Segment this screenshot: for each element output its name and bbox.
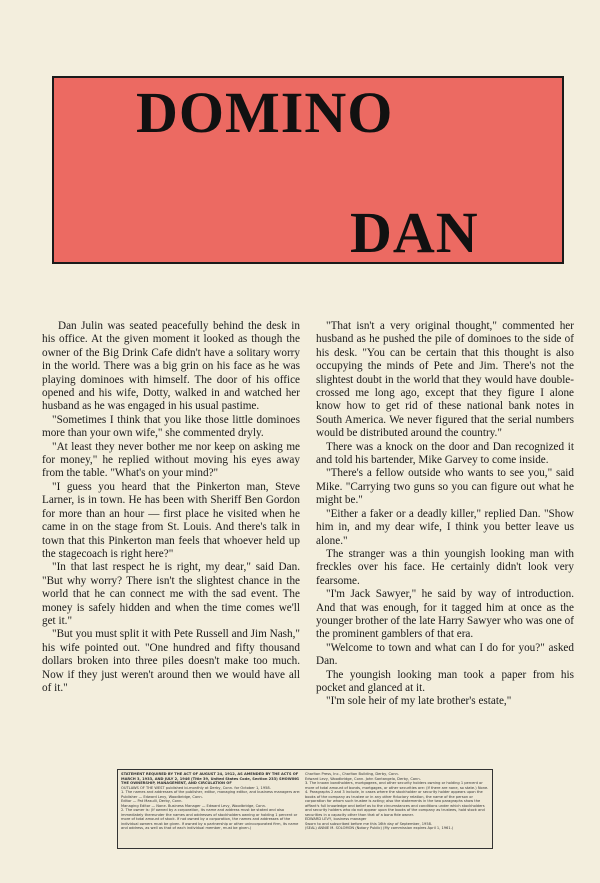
- statement-line: Managing Editor — None. Business Manager — Edward Levy, Woodbridge, Conn.: [121, 803, 267, 808]
- story-paragraph: "Either a faker or a deadly killer," replied Dan. "Show him in, and my dear wife, I think you better leave us alone.": [316, 507, 574, 547]
- ownership-statement-box: [117, 769, 493, 849]
- statement-line: (SEAL) ANNIE M. SOLOMON (Notary Public) (My commission expires April 1, 1961.): [305, 826, 454, 830]
- statement-line: Publisher — Edward Levy, Woodbridge, Conn.: [121, 794, 203, 799]
- story-paragraph: The youngish looking man took a paper from his pocket and glanced at it.: [316, 668, 574, 694]
- statement-line: 2. The owner is: (If owned by a corporation, its name and address must be stated and also immediately thereunder the names and addresses of stockholders owning or holding 1 percent or more of total amount of stock. If not owned by a corporation, the names and addresses of the individual owners must be given. If owned by a partnership or other unincorporated firm, its name and address, as well as that of each individual member, must be given.): [121, 808, 299, 830]
- title-banner: [52, 76, 564, 264]
- statement-line: Charlton Press, Inc., Charlton Building, Derby, Conn.: [305, 772, 399, 776]
- story-paragraph: The stranger was a thin youngish looking man with freckles over his face. He certainly didn't look very fearsome.: [316, 547, 574, 587]
- title-word-dan: DAN: [350, 200, 479, 265]
- story-paragraph: "There's a fellow outside who wants to see you," said Mike. "Carrying two guns so you can figure out what he might be.": [316, 467, 574, 507]
- statement-line: Editor — Pat Masulli, Derby, Conn.: [121, 799, 183, 803]
- story-paragraph: "Welcome to town and what can I do for you?" asked Dan.: [316, 641, 574, 668]
- story-paragraph: "I'm Jack Sawyer," he said by way of introduction. And that was enough, for it tagged him at once as the younger brother of the late Harry Sawyer who was one of the prominent gamblers of that era.: [316, 588, 574, 641]
- story-column-left: [42, 320, 300, 750]
- story-paragraph: "At least they never bother me nor keep on asking me for money," he replied without moving his eyes away from the table. "What's on your mind?": [42, 440, 300, 480]
- title-word-domino: DOMINO: [136, 80, 394, 145]
- statement-line: 1. The names and addresses of the publisher, editor, managing editor, and business managers are:: [121, 790, 301, 794]
- statement-line: Edward Levy, Woodbridge, Conn. John Santangelo, Derby, Conn.: [305, 776, 421, 781]
- story-paragraph: There was a knock on the door and Dan recognized it and told his bartender, Mike Garvey to come inside.: [316, 440, 574, 467]
- story-column-right: [316, 320, 574, 750]
- statement-line: Sworn to and subscribed before me this 16th day of September, 1958.: [305, 821, 433, 826]
- story-paragraph: "Sometimes I think that you like those little dominoes more than your own wife," she commented dryly.: [42, 413, 300, 440]
- story-paragraph: "In that last respect he is right, my dear," said Dan. "But why worry? There isn't the slightest chance in the world that he can connect me with the sad event. The money is safely hidden and when the time comes we'll get it.": [42, 561, 300, 627]
- statement-column-left: [121, 772, 305, 846]
- story-paragraph: Dan Julin was seated peacefully behind the desk in his office. At the given moment it looked as though the owner of the Big Drink Cafe didn't have a solitary worry in the world. There was a big grin on his face as he was playing dominoes with himself. The door of his office opened and his wife, Dotty, walked in and watched her husband as he was engaged in his usual pastime.: [42, 320, 300, 413]
- statement-column-right: [305, 772, 489, 846]
- story-paragraph: "I guess you heard that the Pinkerton man, Steve Larner, is in town. He has been with Sheriff Ben Gordon for more than an hour — first place he visited when he came in on the stage from St. Louis. And there's talk in town that this Pinkerton man feels that whoever held up the stagecoach is right here?": [42, 480, 300, 560]
- story-paragraph: "I'm sole heir of my late brother's estate,": [326, 695, 512, 708]
- story-body: [42, 320, 574, 750]
- statement-line: STATEMENT REQUIRED BY THE ACT OF AUGUST 24, 1912, AS AMENDED BY THE ACTS OF MARCH 3, 1933, AND JULY 2, 1946 (Title 39, United States Code, Section 233) SHOWING THE OWNERSHIP, MANAGEMENT, AND CIRCULATION OF: [121, 772, 299, 785]
- statement-line: 4. Paragraphs 2 and 3 include, in cases where the stockholder or security holder appears upon the books of the company as trustee or in any other fiduciary relation, the name of the person or corporation for whom such trustee is acting; also the statements in the two paragraphs show the affiant's full knowledge and belief as to the circumstances and conditions under which stockholders and security holders who do not appear upon the books of the company as trustees, hold stock and securities in a capacity other than that of a bona fide owner.: [305, 790, 485, 817]
- story-paragraph: "But you must split it with Pete Russell and Jim Nash," his wife pointed out. "One hundred and fifty thousand dollars broken into three piles doesn't make too much. Now if they just weren't around then we would have all of it.": [42, 628, 300, 694]
- statement-line: OUTLAWS OF THE WEST published bi-monthly at Derby, Conn. for October 1, 1958.: [121, 785, 271, 790]
- statement-line: EDWARD LEVY, business manager: [305, 817, 367, 821]
- story-paragraph: "That isn't a very original thought," commented her husband as he pushed the pile of dominoes to the side of his desk. "You can be certain that this thought is also occupying the minds of Pete and Jim. There's not the slightest doubt in the world that they would have double-crossed me long ago, except that they figure I alone know how to get rid of these national bank notes in South America. We never figured that the serial numbers would be distributed around the country.": [316, 320, 574, 440]
- statement-line: 3. The known bondholders, mortgagees, and other security holders owning or holding 1 percent or more of total amount of bonds, mortgages, or other securities are: (If there are none, so state.) None.: [305, 781, 489, 790]
